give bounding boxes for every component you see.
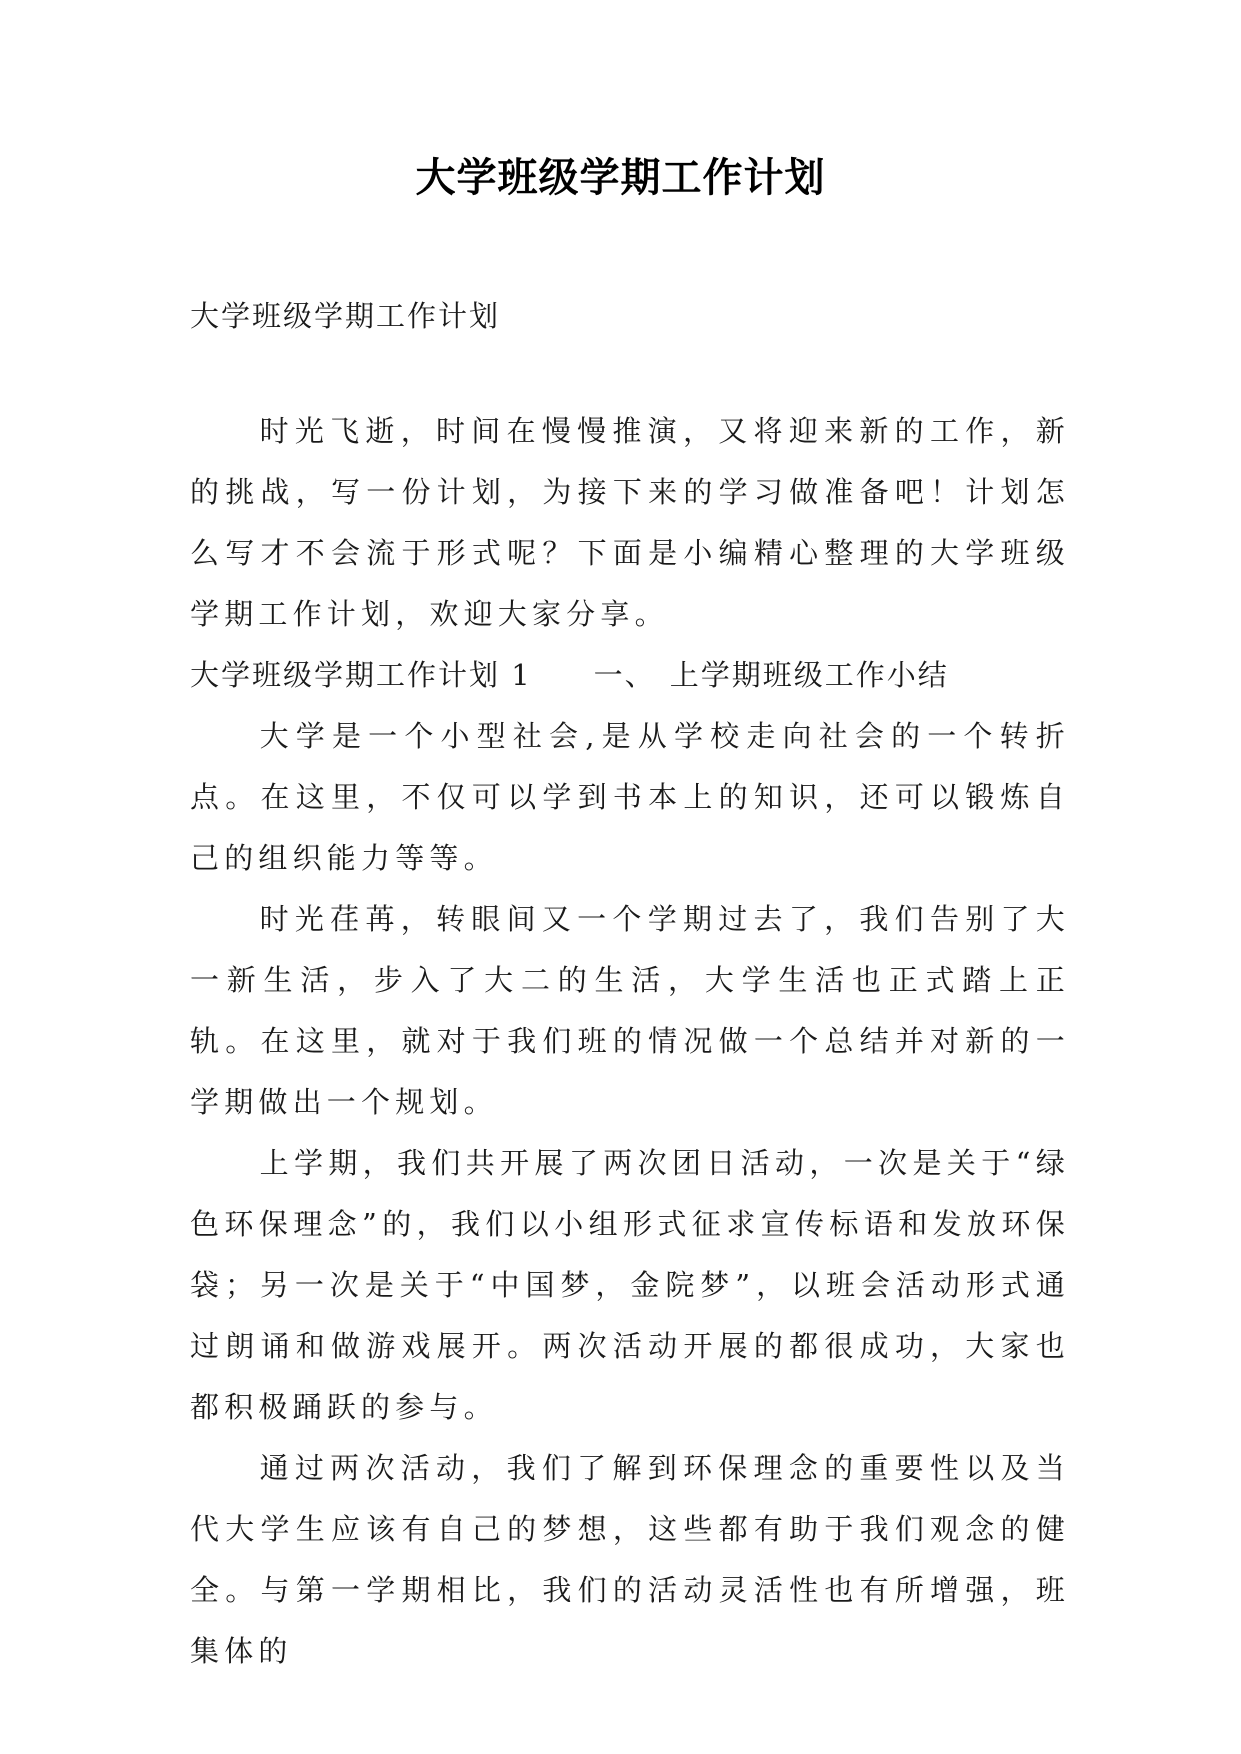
body-paragraph: 时光荏苒，转眼间又一个学期过去了，我们告别了大一新生活，步入了大二的生活，大学生活也正式踏上正轨。在这里，就对于我们班的情况做一个总结并对新的一学期做出一个规划。: [190, 902, 1070, 1119]
body-paragraph: 上学期，我们共开展了两次团日活动，一次是关于“绿色环保理念”的，我们以小组形式征求宣传标语和发放环保袋；另一次是关于“中国梦，金院梦”，以班会活动形式通过朗诵和做游戏展开。两次活动开展的都很成功，大家也都积极踊跃的参与。: [190, 1146, 1070, 1424]
plan-label: 大学班级学期工作计划 1: [190, 658, 532, 692]
section-heading-text: 上学期班级工作小结: [669, 658, 949, 692]
document-body: [190, 401, 1070, 1682]
section-number: 一、: [593, 658, 656, 692]
body-paragraph: 大学是一个小型社会,是从学校走向社会的一个转折点。在这里，不仅可以学到书本上的知识，还可以锻炼自己的组织能力等等。: [190, 719, 1070, 875]
section-heading: [190, 645, 1070, 706]
body-paragraph: 通过两次活动，我们了解到环保理念的重要性以及当代大学生应该有自己的梦想，这些都有助于我们观念的健全。与第一学期相比，我们的活动灵活性也有所增强，班集体的: [190, 1451, 1070, 1668]
intro-paragraph: 时光飞逝，时间在慢慢推演，又将迎来新的工作，新的挑战，写一份计划，为接下来的学习做准备吧！计划怎么写才不会流于形式呢？下面是小编精心整理的大学班级学期工作计划，欢迎大家分享。: [190, 414, 1070, 631]
document-subtitle: 大学班级学期工作计划: [190, 299, 501, 333]
document-title: 大学班级学期工作计划: [415, 155, 826, 201]
